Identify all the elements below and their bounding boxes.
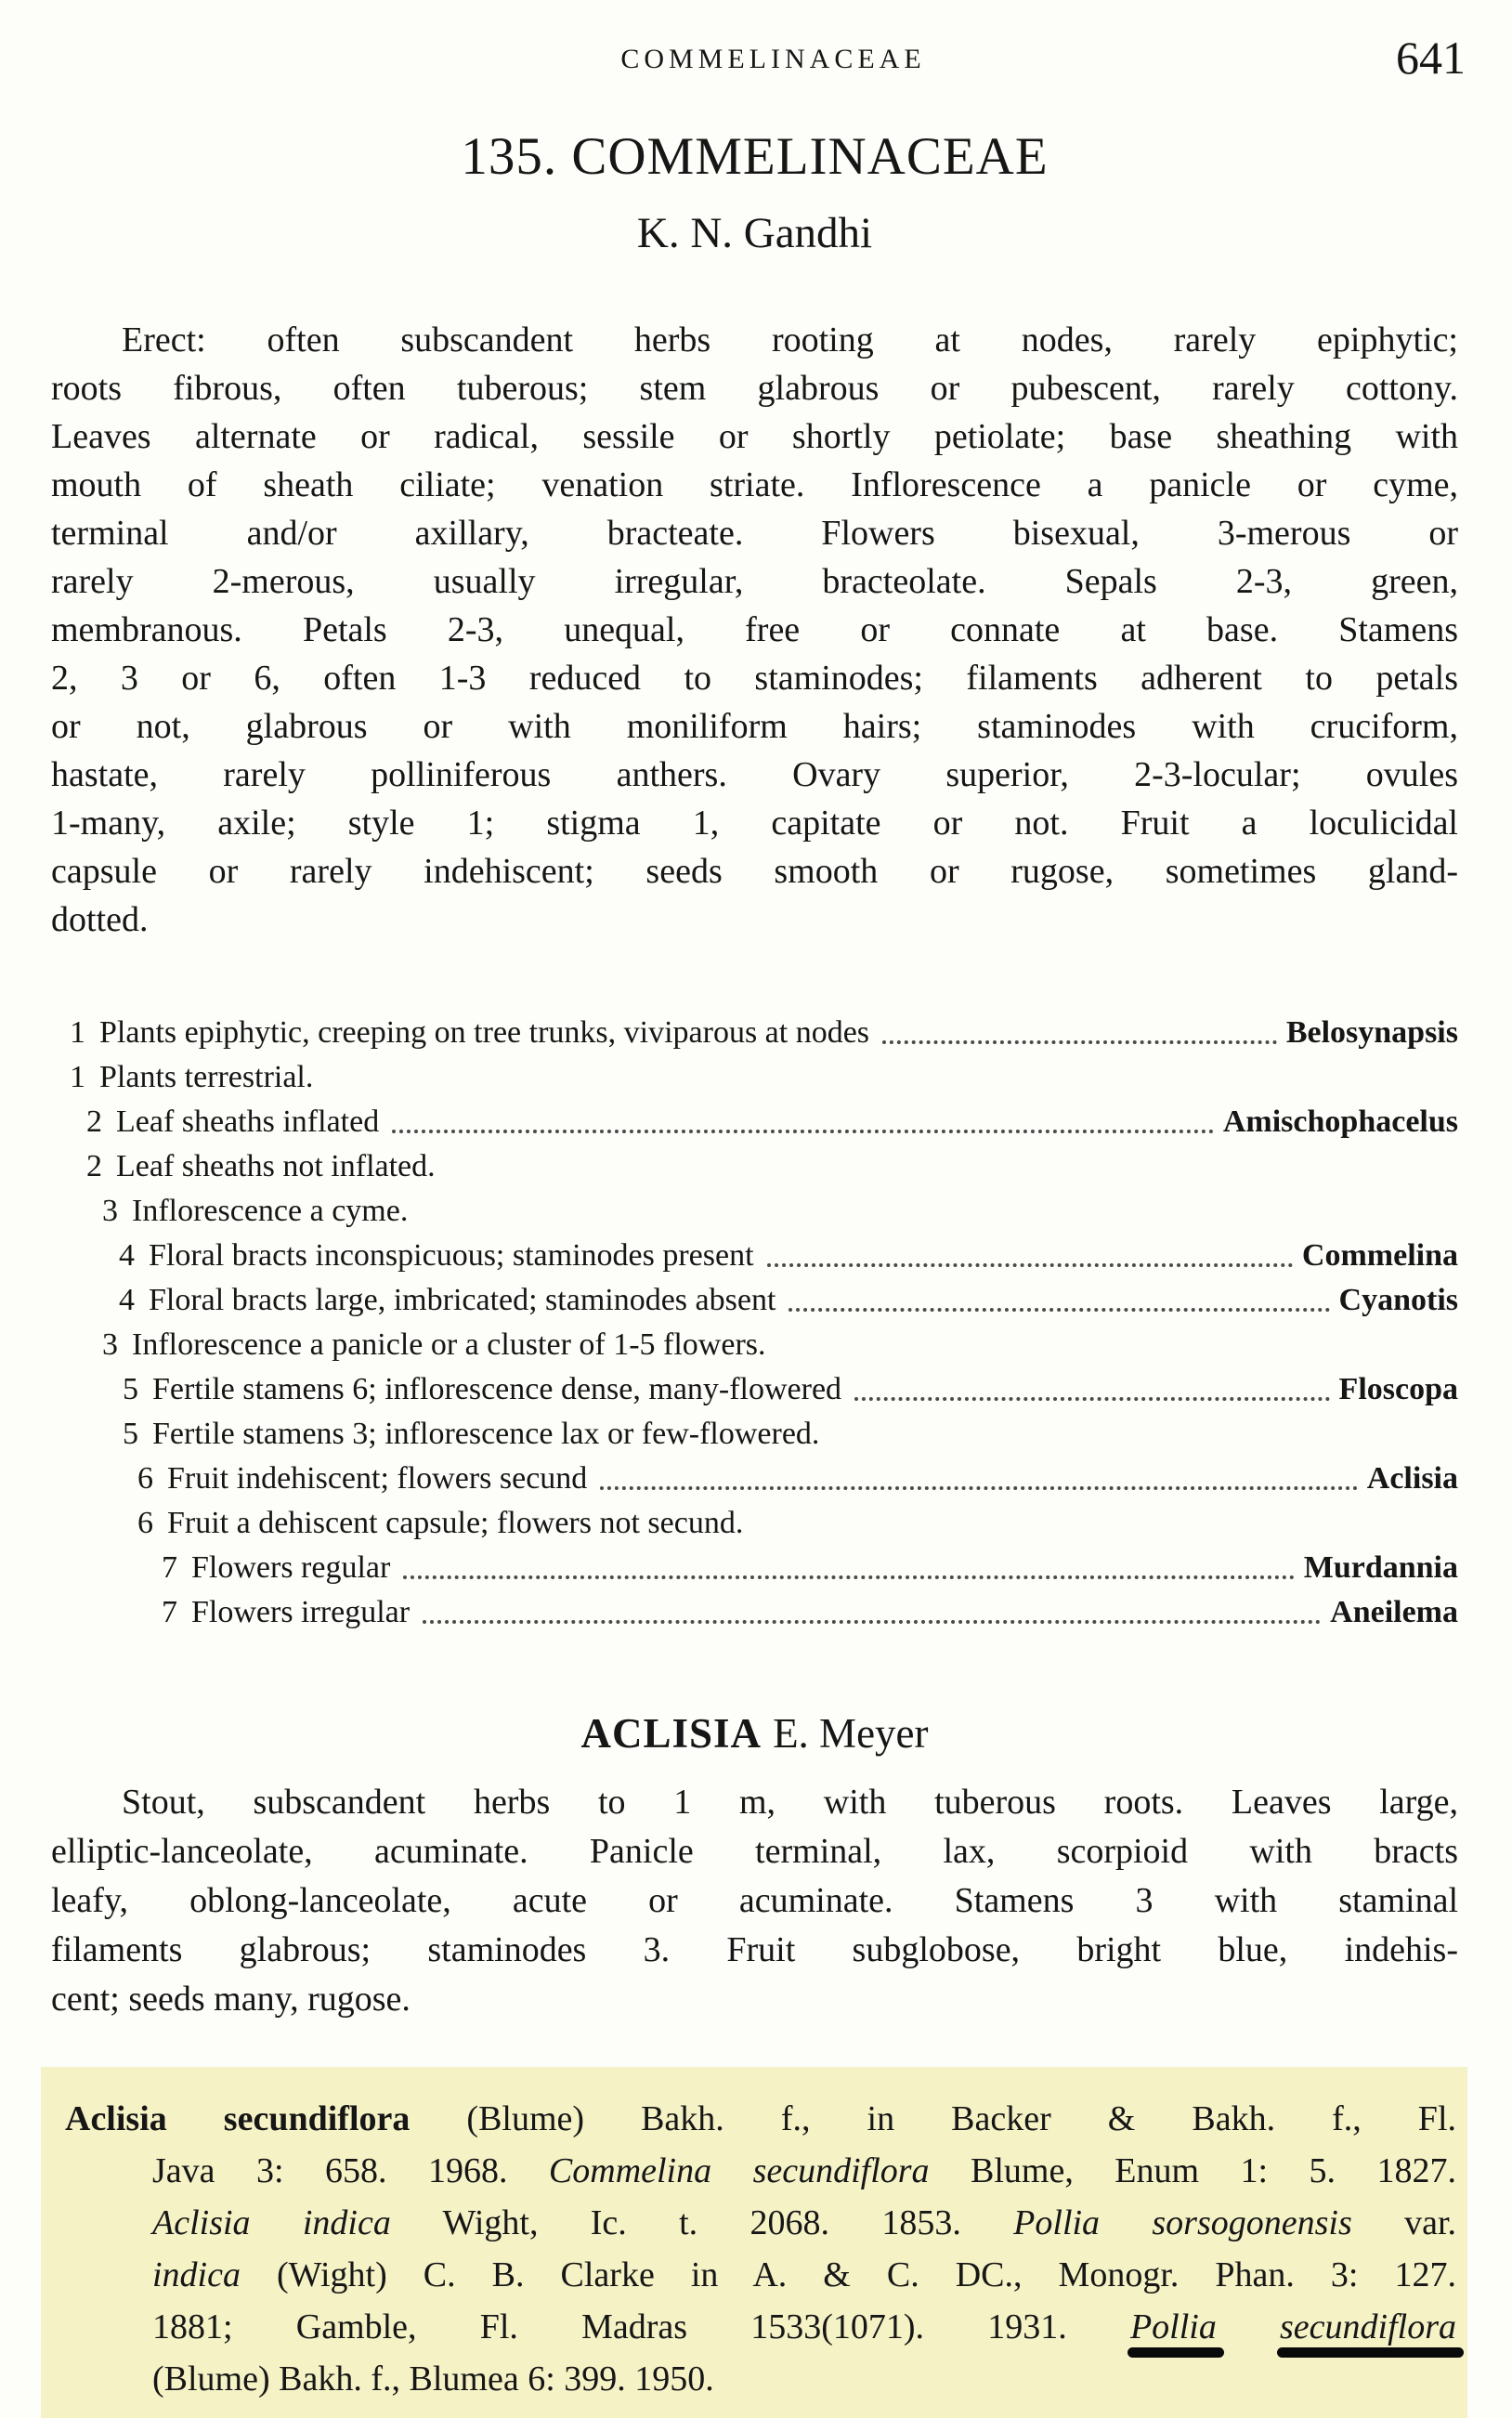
key-lead-text: Plants epiphytic, creeping on tree trunks, viviparous at nodes: [99, 1015, 870, 1050]
text-line: 2, 3 or 6, often 1-3 reduced to staminodes; filaments adherent to petals: [51, 659, 1458, 698]
text-segment: Aclisia secundiflora: [65, 2099, 411, 2138]
key-lead-text: Leaf sheaths inflated: [116, 1104, 380, 1139]
genus-description-paragraph: [51, 1778, 1458, 2024]
key-couplet-number: 2: [86, 1104, 102, 1139]
text-segment: var.: [1351, 2203, 1456, 2242]
dichotomous-key: [51, 1011, 1458, 1635]
text-segment: Aclisia indica: [152, 2203, 391, 2242]
text-segment: (Blume) Bakh. f., Blumea 6: 399. 1950.: [152, 2359, 714, 2398]
text-line: elliptic-lanceolate, acuminate. Panicle terminal, lax, scorpioid with bracts: [51, 1832, 1458, 1871]
text-line: capsule or rarely indehiscent; seeds smooth or rugose, sometimes gland-: [51, 852, 1458, 891]
key-row: [51, 1501, 1458, 1546]
text-line: cent; seeds many, rugose.: [51, 1980, 411, 2019]
key-lead-text: Flowers irregular: [191, 1595, 411, 1629]
text-segment: [1217, 2307, 1280, 2346]
key-couplet-number: 7: [162, 1550, 177, 1585]
text-line: leafy, oblong-lanceolate, acute or acuminate. Stamens 3 with staminal: [51, 1881, 1458, 1920]
genus-heading: [51, 1709, 1458, 1758]
text-line: terminal and/or axillary, bracteate. Flowers bisexual, 3-merous or: [51, 514, 1458, 553]
text-segment: Wight, Ic. t. 2068. 1853.: [390, 2203, 1014, 2242]
key-row: [51, 1323, 1458, 1367]
text-line: [65, 2301, 1456, 2353]
key-lead-text: Floral bracts large, imbricated; staminodes absent: [149, 1283, 776, 1317]
family-description-paragraph: [51, 316, 1458, 944]
species-entry-highlight: [41, 2067, 1467, 2418]
key-genus-name: Belosynapsis: [1285, 1015, 1458, 1050]
text-line: membranous. Petals 2-3, unequal, free or connate at base. Stamens: [51, 610, 1458, 649]
text-segment: Java 3: 658. 1968.: [152, 2151, 549, 2190]
key-lead-text: Fertile stamens 3; inflorescence lax or few-flowered.: [152, 1417, 820, 1451]
dotted-leader: [789, 1308, 1329, 1312]
text-segment: (Wight) C. B. Clarke in A. & C. DC., Monogr. Phan. 3: 127.: [240, 2255, 1456, 2294]
key-row: [51, 1457, 1458, 1501]
key-lead-text: Flowers regular: [191, 1550, 391, 1585]
key-couplet-number: 5: [123, 1372, 138, 1406]
text-segment: Commelina secundiflora: [548, 2151, 930, 2190]
text-segment: Pollia sorsogonensis: [1013, 2203, 1352, 2242]
key-lead-text: Plants terrestrial.: [99, 1060, 314, 1094]
author-name: K. N. Gandhi: [636, 209, 873, 257]
genus-name: ACLISIA: [580, 1710, 763, 1757]
text-line: [65, 2197, 1456, 2249]
text-line: rarely 2-merous, usually irregular, bracteolate. Sepals 2-3, green,: [51, 562, 1458, 601]
key-row: [51, 1234, 1458, 1278]
dotted-leader: [600, 1486, 1357, 1490]
key-couplet-number: 1: [70, 1015, 85, 1050]
text-line: roots fibrous, often tuberous; stem glabrous or pubescent, rarely cottony.: [51, 369, 1458, 408]
key-couplet-number: 6: [137, 1506, 153, 1540]
key-couplet-number: 7: [162, 1595, 177, 1629]
underlined-name-segment: Pollia: [1129, 2307, 1217, 2346]
text-segment: (Blume) Bakh. f., in Backer & Bakh. f., Fl.: [410, 2099, 1456, 2138]
text-line: mouth of sheath ciliate; venation striate. Inflorescence a panicle or cyme,: [51, 465, 1458, 504]
dotted-leader: [392, 1130, 1214, 1133]
key-genus-name: Commelina: [1301, 1238, 1458, 1273]
text-line: hastate, rarely polliniferous anthers. Ovary superior, 2-3-locular; ovules: [51, 755, 1458, 794]
page-number: 641: [1396, 32, 1466, 84]
text-line: [65, 2093, 1456, 2145]
page-header: [51, 32, 1466, 84]
key-row: [51, 1011, 1458, 1055]
key-couplet-number: 2: [86, 1149, 102, 1183]
key-couplet-number: 5: [123, 1417, 138, 1451]
key-genus-name: Murdannia: [1303, 1550, 1458, 1585]
key-row: [51, 1412, 1458, 1457]
key-couplet-number: 6: [137, 1461, 153, 1496]
key-row: [51, 1144, 1458, 1189]
genus-authority: E. Meyer: [773, 1710, 929, 1757]
key-lead-text: Floral bracts inconspicuous; staminodes present: [149, 1238, 754, 1273]
key-genus-name: Aneilema: [1330, 1595, 1458, 1629]
text-line: dotted.: [51, 900, 149, 939]
key-couplet-number: 3: [102, 1194, 118, 1228]
text-segment: indica: [152, 2255, 241, 2294]
key-couplet-number: 4: [119, 1238, 135, 1273]
text-line: 1-many, axile; style 1; stigma 1, capitate or not. Fruit a loculicidal: [51, 804, 1458, 843]
text-segment: Blume, Enum 1: 5. 1827.: [929, 2151, 1456, 2190]
text-line: [65, 2249, 1456, 2301]
species-entry-text: [65, 2093, 1456, 2405]
text-line: [65, 2353, 1456, 2405]
key-genus-name: Cyanotis: [1338, 1283, 1458, 1317]
key-genus-name: Floscopa: [1338, 1372, 1458, 1406]
running-header: COMMELINACEAE: [620, 44, 926, 74]
key-lead-text: Inflorescence a cyme.: [132, 1194, 409, 1228]
text-line: Stout, subscandent herbs to 1 m, with tuberous roots. Leaves large,: [122, 1783, 1458, 1822]
key-row: [51, 1546, 1458, 1590]
key-lead-text: Fruit a dehiscent capsule; flowers not secund.: [167, 1506, 744, 1540]
chapter-title: 135. COMMELINACEAE: [461, 127, 1049, 186]
key-row: [51, 1100, 1458, 1144]
text-line: filaments glabrous; staminodes 3. Fruit subglobose, bright blue, indehis-: [51, 1930, 1458, 1969]
dotted-leader: [854, 1397, 1329, 1401]
text-line: or not, glabrous or with moniliform hairs; staminodes with cruciform,: [51, 707, 1458, 746]
underlined-name-segment: secundiflora: [1280, 2307, 1456, 2346]
key-row: [51, 1367, 1458, 1412]
dotted-leader: [423, 1620, 1321, 1624]
text-line: Leaves alternate or radical, sessile or shortly petiolate; base sheathing with: [51, 417, 1458, 456]
text-line: Erect: often subscandent herbs rooting at nodes, rarely epiphytic;: [122, 320, 1458, 359]
key-row: [51, 1189, 1458, 1234]
dotted-leader: [767, 1263, 1293, 1267]
text-segment: 1881; Gamble, Fl. Madras 1533(1071). 1931.: [152, 2307, 1130, 2346]
key-lead-text: Leaf sheaths not inflated.: [116, 1149, 436, 1183]
key-genus-name: Amischophacelus: [1222, 1104, 1458, 1139]
key-lead-text: Fruit indehiscent; flowers secund: [167, 1461, 588, 1496]
key-couplet-number: 1: [70, 1060, 85, 1094]
dotted-leader: [403, 1575, 1294, 1579]
key-lead-text: Fertile stamens 6; inflorescence dense, many-flowered: [152, 1372, 842, 1406]
key-couplet-number: 4: [119, 1283, 135, 1317]
key-row: [51, 1055, 1458, 1100]
dotted-leader: [882, 1040, 1277, 1044]
key-lead-text: Inflorescence a panicle or a cluster of 1-5 flowers.: [132, 1327, 766, 1362]
key-genus-name: Aclisia: [1366, 1461, 1458, 1496]
key-couplet-number: 3: [102, 1327, 118, 1362]
key-row: [51, 1590, 1458, 1635]
key-row: [51, 1278, 1458, 1323]
text-line: [65, 2145, 1456, 2197]
